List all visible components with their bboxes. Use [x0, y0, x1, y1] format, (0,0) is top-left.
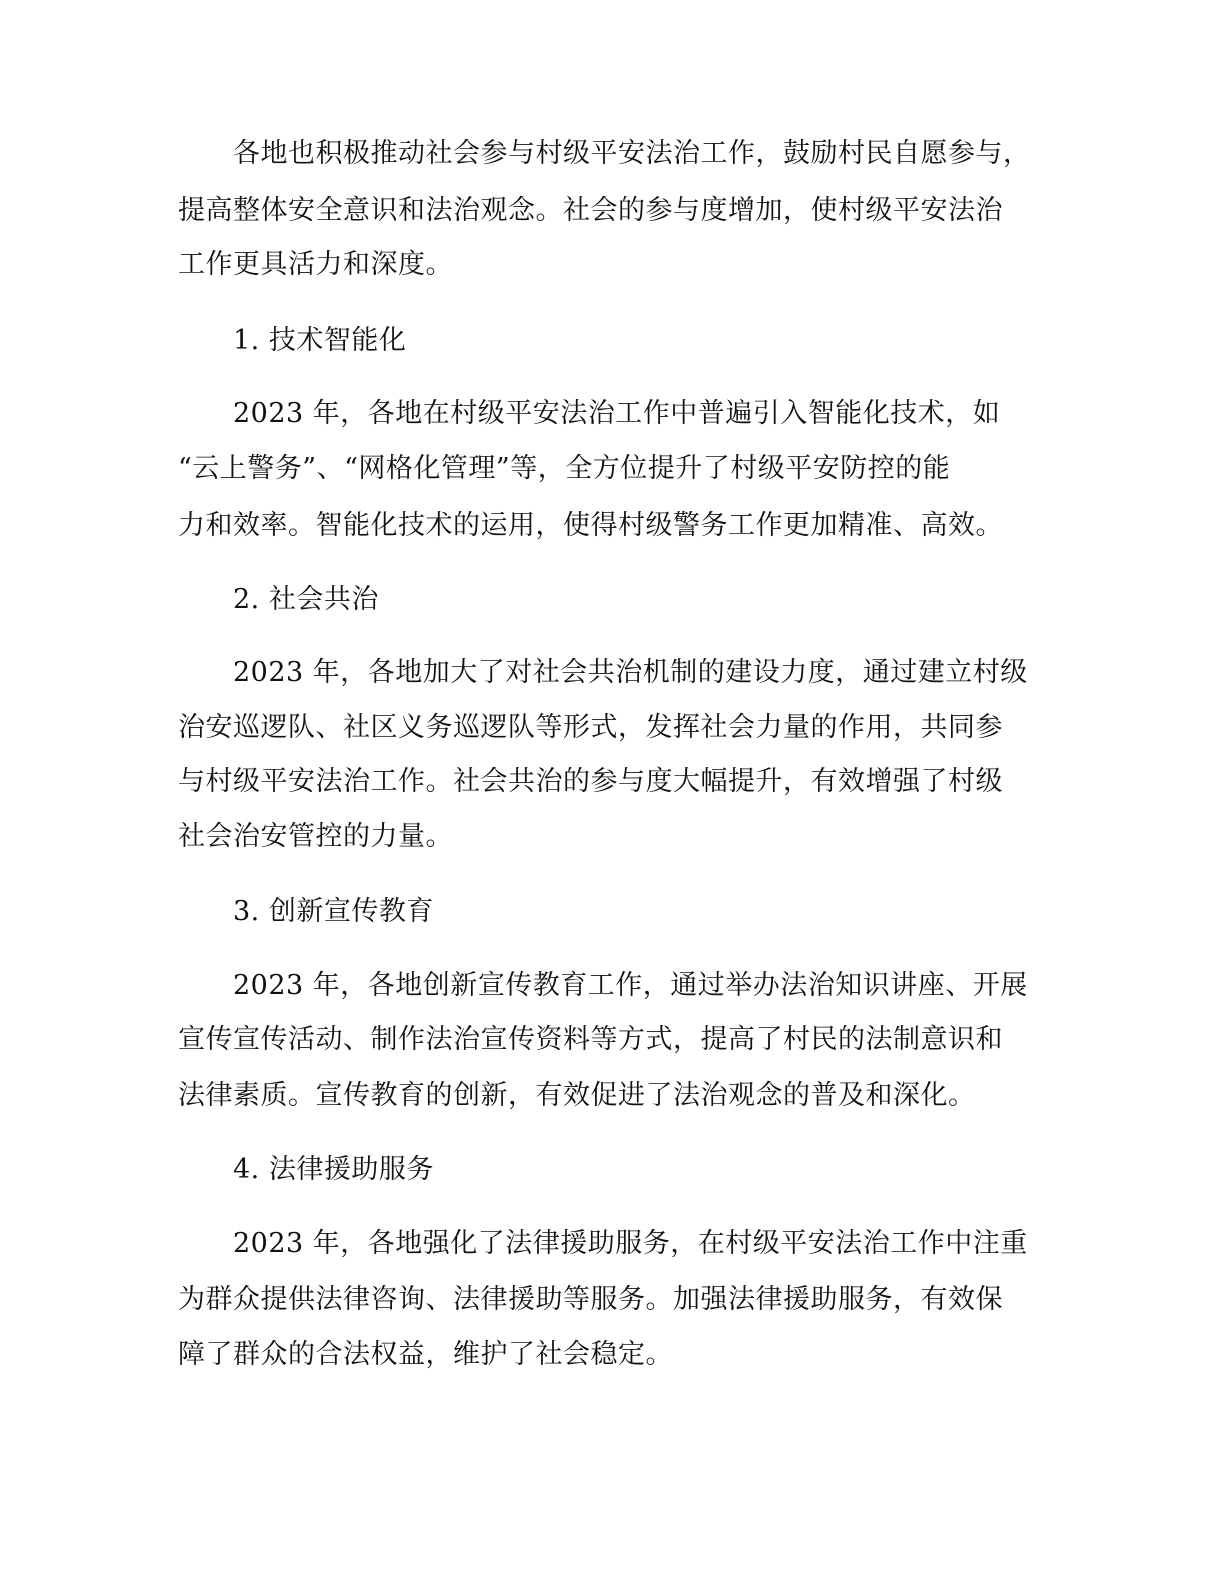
section-heading: 3. 创新宣传教育: [233, 896, 434, 927]
section-heading: 1. 技术智能化: [233, 325, 407, 356]
paragraph-line: 宣传宣传活动、制作法治宣传资料等方式，提高了村民的法制意识和: [178, 1024, 1003, 1055]
paragraph-line: 为群众提供法律咨询、法律援助等服务。加强法律援助服务，有效保: [178, 1284, 1003, 1315]
paragraph-line: 力和效率。智能化技术的运用，使得村级警务工作更加精准、高效。: [178, 510, 1003, 541]
paragraph-line: 障了群众的合法权益，维护了社会稳定。: [178, 1339, 673, 1370]
paragraph-line: 与村级平安法治工作。社会共治的参与度大幅提升，有效增强了村级: [178, 766, 1003, 797]
paragraph-line: “云上警务”、“网格化管理”等，全方位提升了村级平安防控的能: [178, 453, 951, 484]
section-heading: 4. 法律援助服务: [233, 1154, 434, 1185]
paragraph-line: 2023 年，各地在村级平安法治工作中普遍引入智能化技术，如: [233, 398, 1001, 429]
paragraph-line: 工作更具活力和深度。: [178, 249, 453, 280]
section-heading: 2. 社会共治: [233, 584, 379, 615]
paragraph-line: 各地也积极推动社会参与村级平安法治工作，鼓励村民自愿参与，: [233, 138, 1031, 169]
paragraph-line: 2023 年，各地强化了法律援助服务，在村级平安法治工作中注重: [233, 1228, 1028, 1259]
paragraph-line: 社会治安管控的力量。: [178, 821, 453, 852]
paragraph-line: 法律素质。宣传教育的创新，有效促进了法治观念的普及和深化。: [178, 1080, 976, 1111]
paragraph-line: 2023 年，各地创新宣传教育工作，通过举办法治知识讲座、开展: [233, 970, 1028, 1001]
paragraph-line: 治安巡逻队、社区义务巡逻队等形式，发挥社会力量的作用，共同参: [178, 712, 1003, 743]
paragraph-line: 2023 年，各地加大了对社会共治机制的建设力度，通过建立村级: [233, 657, 1028, 688]
paragraph-line: 提高整体安全意识和法治观念。社会的参与度增加，使村级平安法治: [178, 195, 1003, 226]
